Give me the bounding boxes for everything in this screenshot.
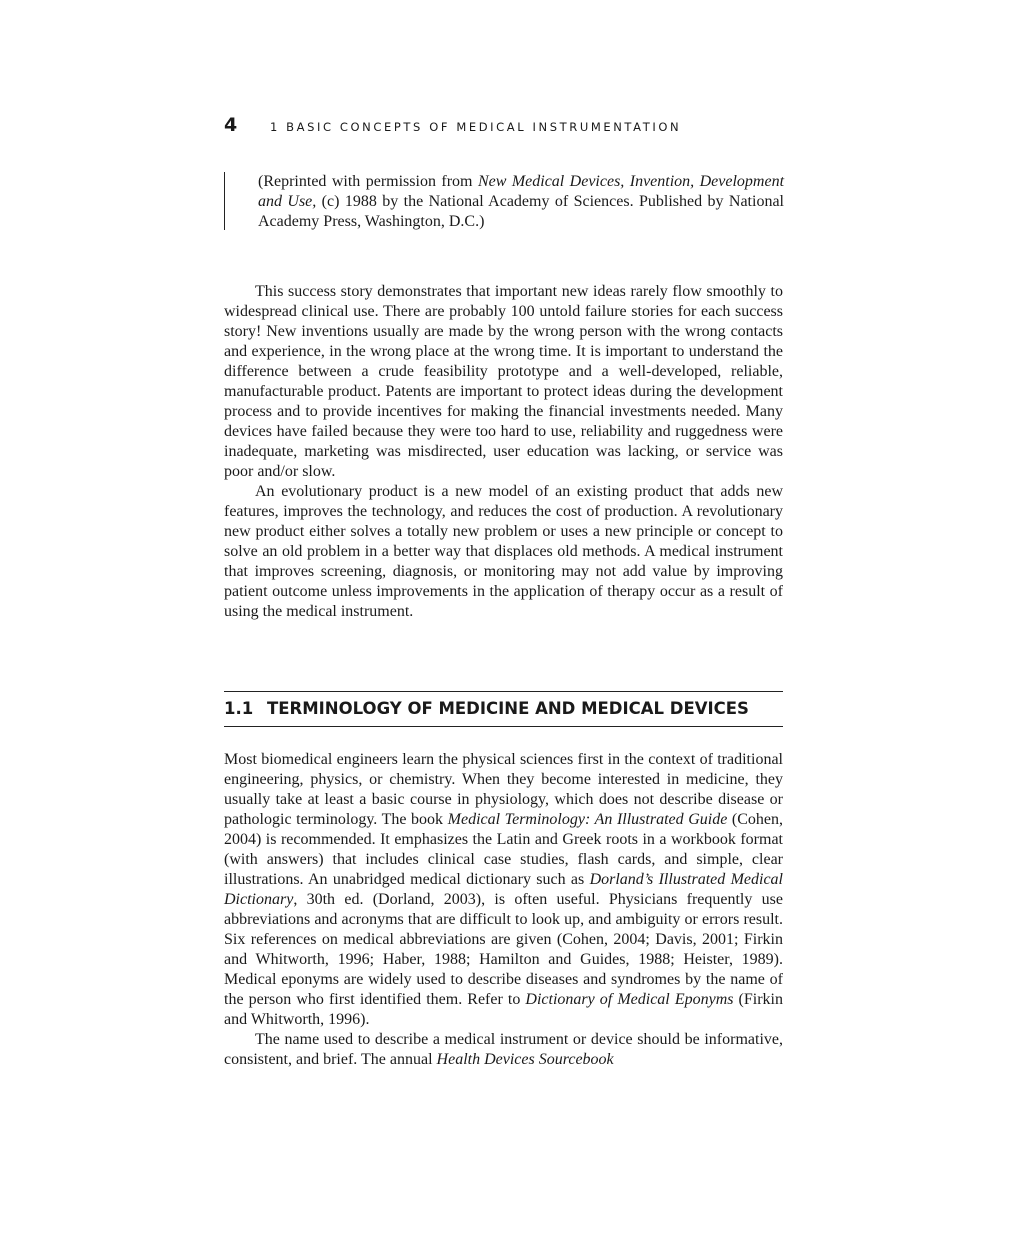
paragraph-terminology	[224, 750, 783, 1030]
quote-pre: (Reprinted with permission from	[258, 173, 478, 190]
paragraph-success-story: This success story demonstrates that important new ideas rarely flow smoothly to widespread clinical use. There are probably 100 untold failure stories for each success story! New inventions usually are made by the wrong person with the wrong contacts and experience, in the wrong place at the wrong time. It is important to understand the difference between a crude feasibility prototype and a well-developed, reliable, manufacturable product. Patents are important to protect ideas during the development process and to provide incentives for making the financial investments needed. Many devices have failed because they were too hard to use, reliability and ruggedness were inadequate, marketing was misdirected, user education was lacking, or service was poor and/or slow.	[224, 283, 783, 480]
book-title: Dictionary of Medical Eponyms	[525, 991, 734, 1008]
book-title: Health Devices Sourcebook	[436, 1051, 614, 1068]
text-run: (Firkin and Whitworth, 1996).	[224, 991, 784, 1028]
section-body	[224, 750, 783, 1070]
text-run: Most biomedical engineers learn the physical sciences first in the context of traditional engineering, physics, or chemistry. When they become interested in medicine, they usually take at least a basic course in physiology, which does not describe disease or pathologic terminology. The book	[224, 751, 783, 828]
section-number: 1.1	[224, 699, 254, 718]
running-head: 1 BASIC CONCEPTS OF MEDICAL INSTRUMENTATION	[270, 120, 682, 134]
quote-book-title: New Medical Devices, Invention, Development and Use,	[258, 173, 785, 210]
book-title: Medical Terminology: An Illustrated Guide	[447, 811, 728, 828]
text-run: , 30th ed. (Dorland, 2003), is often useful. Physicians frequently use abbreviations and acronyms that are difficult to look up, and ambiguity or errors result. Six references on medical abbreviations are given (Cohen, 2004; Davis, 2001; Firkin and Whitworth, 1996; Haber, 1988; Hamilton and Guides, 1988; Heister, 1989). Medical eponyms are widely used to describe diseases and syndromes by the name of the person who first identified them. Refer to	[224, 891, 783, 1008]
reprint-quote-block	[224, 172, 784, 230]
paragraph-evolutionary-product: An evolutionary product is a new model of an existing product that adds new features, improves the technology, and reduces the cost of production. A revolutionary new product either solves a totally new problem or uses a new principle or concept to solve an old problem in a better way that displaces old methods. A medical instrument that improves screening, diagnosis, or monitoring may not add value by improving patient outcome unless improvements in the application of therapy occur as a result of using the medical instrument.	[224, 483, 783, 620]
text-run: The name used to describe a medical instrument or device should be informative, consistent, and brief. The annual	[224, 1031, 783, 1068]
section-heading	[224, 691, 783, 727]
intro-paragraphs	[224, 282, 783, 622]
section-title: TERMINOLOGY OF MEDICINE AND MEDICAL DEVICES	[267, 699, 749, 718]
text-run: (Cohen, 2004) is recommended. It emphasizes the Latin and Greek roots in a workbook format (with answers) that includes clinical case studies, flash cards, and simple, clear illustrations. An unabridged medical dictionary such as	[224, 811, 784, 888]
book-title: Dorland’s Illustrated Medical Dictionary	[224, 871, 783, 908]
paragraph-device-naming	[224, 1030, 783, 1070]
quote-post: (c) 1988 by the National Academy of Sciences. Published by National Academy Press, Washington, D.C.)	[258, 193, 784, 230]
reprint-quote-text	[258, 172, 784, 232]
page-number: 4	[224, 114, 238, 136]
